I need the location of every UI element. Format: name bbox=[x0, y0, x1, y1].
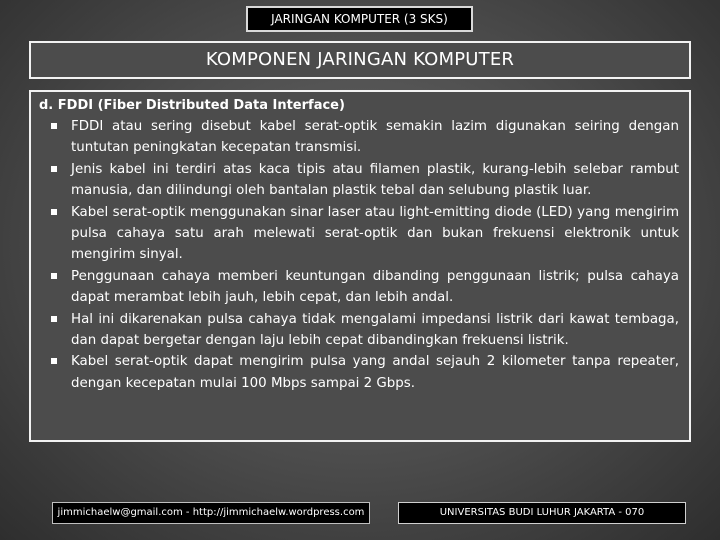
square-bullet-icon bbox=[51, 358, 57, 364]
content-panel bbox=[29, 90, 691, 442]
section-heading: d. FDDI (Fiber Distributed Data Interface) bbox=[39, 98, 345, 113]
bullet-item bbox=[39, 116, 679, 159]
bullet-item bbox=[39, 202, 679, 266]
bullet-item bbox=[39, 309, 679, 352]
bullet-text: Kabel serat-optik dapat mengirim pulsa yang andal sejauh 2 kilometer tanpa repeater, dengan kecepatan mulai 100 Mbps sampai 2 Gbps. bbox=[71, 354, 679, 391]
bullet-list bbox=[39, 116, 679, 394]
square-bullet-icon bbox=[51, 273, 57, 279]
square-bullet-icon bbox=[51, 209, 57, 215]
footer-institution: UNIVERSITAS BUDI LUHUR JAKARTA - 070 bbox=[398, 502, 686, 524]
square-bullet-icon bbox=[51, 166, 57, 172]
square-bullet-icon bbox=[51, 123, 57, 129]
bullet-item bbox=[39, 351, 679, 394]
footer-contact: jimmichaelw@gmail.com - http://jimmichaelw.wordpress.com bbox=[52, 502, 370, 524]
course-label: JARINGAN KOMPUTER (3 SKS) bbox=[246, 6, 473, 32]
bullet-item bbox=[39, 266, 679, 309]
bullet-text: Jenis kabel ini terdiri atas kaca tipis atau filamen plastik, kurang-lebih selebar rambut manusia, dan dilindungi oleh bantalan plastik tebal dan selubung plastik luar. bbox=[71, 161, 679, 199]
bullet-text: Hal ini dikarenakan pulsa cahaya tidak mengalami impedansi listrik dari kawat tembaga, dan dapat bergetar dengan laju lebih cepat dibandingkan frekuensi listrik. bbox=[71, 311, 679, 349]
bullet-text: Kabel serat-optik menggunakan sinar laser atau light-emitting diode (LED) yang mengirim pulsa cahaya satu arah melewati serat-optik dan bukan frekuensi elektronik untuk mengirim sinyal. bbox=[71, 204, 679, 263]
bullet-text: Penggunaan cahaya memberi keuntungan dibanding penggunaan listrik; pulsa cahaya dapat merambat lebih jauh, lebih cepat, dan lebih andal. bbox=[71, 268, 679, 306]
square-bullet-icon bbox=[51, 316, 57, 322]
slide-title: KOMPONEN JARINGAN KOMPUTER bbox=[29, 41, 691, 79]
bullet-item bbox=[39, 159, 679, 202]
bullet-text: FDDI atau sering disebut kabel serat-optik semakin lazim digunakan seiring dengan tuntutan peningkatan kecepatan transmisi. bbox=[71, 119, 679, 156]
